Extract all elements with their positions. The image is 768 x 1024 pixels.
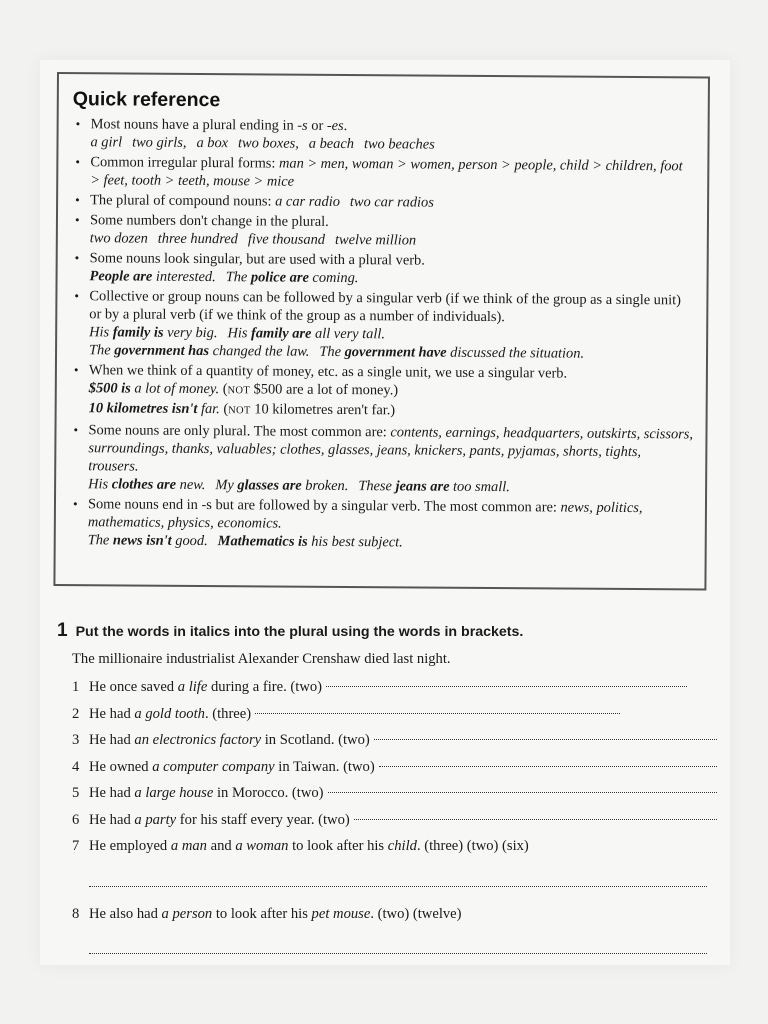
bullet-icon: •: [73, 422, 79, 438]
exercise-number: 1: [57, 620, 68, 641]
answer-line[interactable]: [89, 927, 707, 954]
answer-line[interactable]: [326, 685, 687, 687]
answer-line[interactable]: [374, 738, 717, 740]
rule-compound-nouns: • The plural of compound nouns: a car radio two car radios: [75, 192, 434, 211]
bullet-icon: •: [74, 250, 80, 266]
answer-line[interactable]: [379, 765, 717, 767]
quick-reference-title: Quick reference: [72, 88, 221, 112]
bullet-icon: •: [75, 192, 80, 208]
bullet-icon: •: [72, 496, 78, 512]
examples-line: two dozen three hundred five thousand twelve million: [89, 230, 417, 249]
exercise-item: 5 He had a large house in Morocco. (two): [57, 780, 717, 807]
exercise-item: 1 He once saved a life during a fire. (two): [57, 674, 717, 701]
examples-line: The government has changed the law. The government have discussed the situation.: [89, 342, 585, 362]
exercise-item: 4 He owned a computer company in Taiwan. (two): [57, 754, 717, 781]
bullet-icon: •: [74, 288, 80, 304]
quick-reference-list: [70, 115, 696, 553]
rule-only-plural: • Some nouns are only plural. The most common are: contents, earnings, headquarters, outskirts, scissors, surroundings, thanks, valuables; clothes, glasses, jeans, knickers, pants, pyjamas, shorts, tights, trousers. His clothes are new. My glasses are broken. These jeans are too small.: [70, 421, 693, 497]
examples-line: His family is very big. His family are all very tall.: [89, 324, 386, 343]
quick-reference-box: [53, 72, 710, 591]
examples-line: $500 is a lot of money. (NOT $500 are a lot of money.): [88, 380, 399, 399]
exercise-items: [57, 674, 717, 954]
bullet-icon: •: [75, 116, 81, 132]
rule-irregular-plurals: • Common irregular plural forms: man > men, woman > women, person > people, child > children, foot > feet, tooth > teeth, mouse > mice: [75, 154, 683, 190]
exercise-item: 2 He had a gold tooth. (three): [57, 701, 717, 728]
rule-singular-s-nouns: • Some nouns end in -s but are followed by a singular verb. The most common are: news, politics, mathematics, physics, economics. The news isn't good. Mathematics is his best subject.: [70, 495, 693, 553]
examples-line: The news isn't good. Mathematics is his best subject.: [87, 532, 403, 551]
exercise-instruction: Put the words in italics into the plural using the words in brackets.: [75, 624, 524, 640]
exercise-item: 3 He had an electronics factory in Scotland. (two): [57, 727, 717, 754]
exercise-item: 8 He also had a person to look after his pet mouse. (two) (twelve): [72, 905, 462, 922]
answer-line[interactable]: [255, 712, 620, 714]
rule-look-singular: • Some nouns look singular, but are used with a plural verb. People are interested. The police are coming.: [72, 249, 695, 289]
bullet-icon: •: [74, 212, 80, 228]
rule-collective-nouns: • Collective or group nouns can be followed by a singular verb (if we think of the group as a single unit) or by a plural verb (if we think of the group as a number of individuals). His family is very big. His family are all very tall. The government has changed the law. The government have discussed the situation.: [71, 287, 694, 363]
exercise-1: [57, 618, 717, 954]
answer-line[interactable]: [354, 818, 717, 820]
rule-numbers: • Some numbers don't change in the plural. two dozen three hundred five thousand twelve million: [72, 211, 695, 251]
examples-line: 10 kilometres isn't far. (NOT 10 kilometres aren't far.): [88, 400, 396, 419]
exercise-intro: The millionaire industrialist Alexander Crenshaw died last night.: [72, 650, 451, 667]
answer-line[interactable]: [89, 860, 707, 887]
exercise-item: 7 He employed a man and a woman to look after his child. (three) (two) (six): [72, 838, 529, 854]
answer-line[interactable]: [328, 791, 717, 793]
rule-money-quantity: • When we think of a quantity of money, etc. as a single unit, we use a singular verb. $500 is a lot of money. (NOT $500 are a lot of money.) 10 kilometres isn't far. (NOT 10 kilometres aren't far.): [71, 361, 694, 423]
bullet-icon: •: [73, 362, 79, 378]
exercise-header: [57, 618, 717, 646]
rule-plural-ending: • Most nouns have a plural ending in -s or -es. a girl two girls, a box two boxes, a beach two beaches: [72, 115, 695, 155]
bullet-icon: •: [75, 154, 80, 170]
examples-line: His clothes are new. My glasses are broken. These jeans are too small.: [88, 476, 510, 496]
examples-line: People are interested. The police are coming.: [89, 268, 359, 287]
examples-line: a girl two girls, a box two boxes, a beach two beaches: [90, 134, 435, 153]
exercise-item: 6 He had a party for his staff every year. (two): [57, 807, 717, 834]
